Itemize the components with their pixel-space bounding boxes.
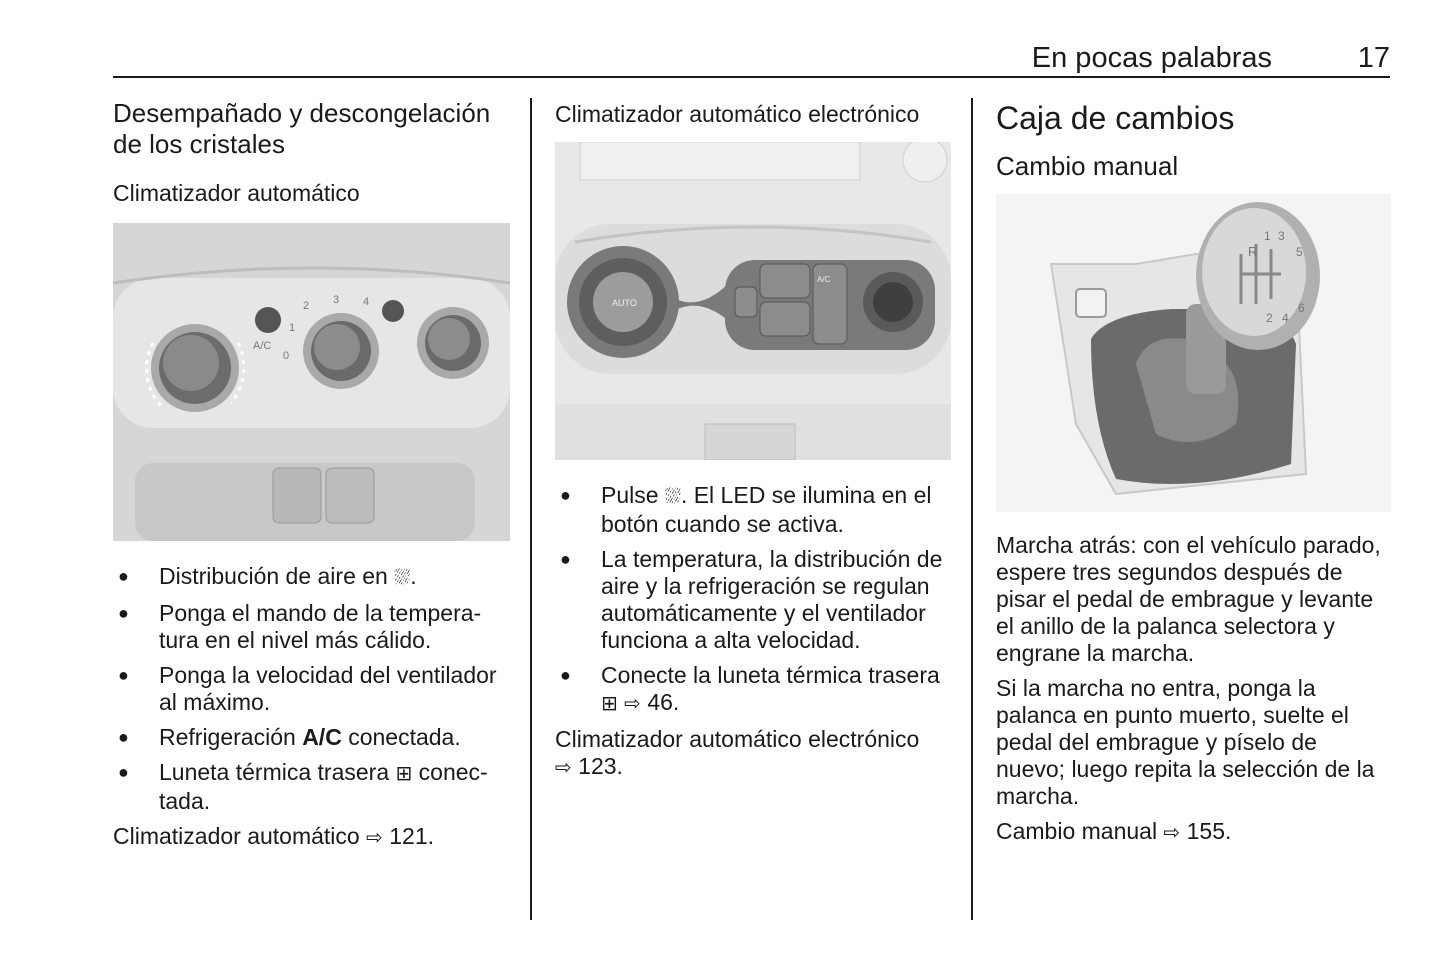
fan-speed-knob xyxy=(303,313,379,389)
gear-knob xyxy=(1196,202,1320,350)
column-defrost xyxy=(113,98,511,860)
column-divider xyxy=(971,98,973,920)
page-header xyxy=(113,38,1390,78)
windscreen-defrost-icon: ⛆ xyxy=(394,567,411,589)
list-item: ● Luneta térmica trasera ⊞ conec-tada. xyxy=(113,759,511,815)
fan-label-0: 0 xyxy=(283,350,290,362)
cross-reference[interactable]: Cambio manual ⇨ 155. xyxy=(996,818,1232,844)
section-heading: Desempañado y descongelación de los cristales xyxy=(113,98,491,159)
recirculation-button xyxy=(382,300,404,322)
manual-gearbox-figure xyxy=(996,194,1391,512)
list-item: ● Pulse ⛆. El LED se ilumina en el botón cuando se activa. xyxy=(555,482,951,538)
section-heading: Caja de cambios xyxy=(996,100,1235,136)
subsection-heading: Climatizador automático xyxy=(113,180,360,206)
paragraph: Marcha atrás: con el vehículo parado, espere tres segundos después de pisar el pedal de embrague y levante el anillo de la palanca selectora y engrane la marcha. xyxy=(996,532,1381,666)
gear-label-4: 4 xyxy=(1282,311,1289,325)
paragraph: Si la marcha no entra, ponga la palanca en punto muerto, suelte el pedal del embrague y píselo de nuevo; luego repita la selección de la marcha. xyxy=(996,675,1375,809)
defrost-steps-list xyxy=(113,563,511,815)
air-distribution-knob xyxy=(417,307,489,379)
ac-label: A/C xyxy=(817,275,831,284)
fan-label-4: 4 xyxy=(363,296,370,308)
fan-label-2: 2 xyxy=(303,300,310,312)
rear-window-heater-icon: ⊞ xyxy=(395,763,413,785)
gear-label-6: 6 xyxy=(1298,301,1305,315)
temperature-knob xyxy=(151,324,239,412)
list-item: ● La temperatura, la distribución de aire y la refrigeración se regulan automáticamente y el ventilador funciona a alta velocidad. xyxy=(555,546,951,654)
electronic-climate-figure xyxy=(555,142,951,460)
temperature-dial xyxy=(567,246,679,358)
climate-control-figure xyxy=(113,223,510,541)
running-header-title: En pocas palabras xyxy=(1031,42,1272,74)
gear-label-r: R xyxy=(1248,244,1258,259)
ac-button xyxy=(255,307,281,333)
page-reference-arrow-icon: ⇨ xyxy=(624,693,641,715)
ac-label: A/C xyxy=(253,340,272,352)
cross-reference[interactable]: Climatizador automático electrónico ⇨ 123. xyxy=(555,726,920,779)
page-number: 17 xyxy=(1357,42,1390,74)
page-reference-arrow-icon: ⇨ xyxy=(555,757,572,779)
list-item: ● Refrigeración A/C conectada. xyxy=(113,724,511,751)
column-gearbox xyxy=(996,98,1391,855)
auto-label: AUTO xyxy=(612,298,637,308)
page-reference-arrow-icon: ⇨ xyxy=(1163,822,1181,844)
subsection-heading: Climatizador automático electrónico xyxy=(555,101,920,127)
gear-label-3: 3 xyxy=(1278,229,1285,243)
column-divider xyxy=(530,98,532,920)
rear-window-heater-icon: ⊞ xyxy=(601,693,618,715)
gear-label-5: 5 xyxy=(1296,245,1303,259)
electronic-climate-steps-list xyxy=(555,482,951,718)
fan-label-3: 3 xyxy=(333,294,340,306)
list-item: ● Ponga el mando de la tempera-tura en el nivel más cálido. xyxy=(113,600,511,654)
column-electronic-climate xyxy=(555,98,951,790)
page-reference-arrow-icon: ⇨ xyxy=(366,827,383,849)
fan-dial xyxy=(863,272,923,332)
gear-label-2: 2 xyxy=(1266,311,1273,325)
list-item: ● Ponga la velocidad del ventilador al máximo. xyxy=(113,662,511,716)
gear-label-1: 1 xyxy=(1264,229,1271,243)
max-defrost-icon: ⛆ xyxy=(664,486,681,508)
cross-reference[interactable]: Climatizador automático ⇨ 121. xyxy=(113,823,435,849)
list-item: ● Distribución de aire en ⛆. xyxy=(113,563,511,592)
subsection-heading: Cambio manual xyxy=(996,151,1179,181)
fan-label-1: 1 xyxy=(289,322,296,334)
ac-label-bold: A/C xyxy=(302,724,342,750)
list-item: ● Conecte la luneta térmica trasera ⊞ ⇨ 46. xyxy=(555,662,951,718)
